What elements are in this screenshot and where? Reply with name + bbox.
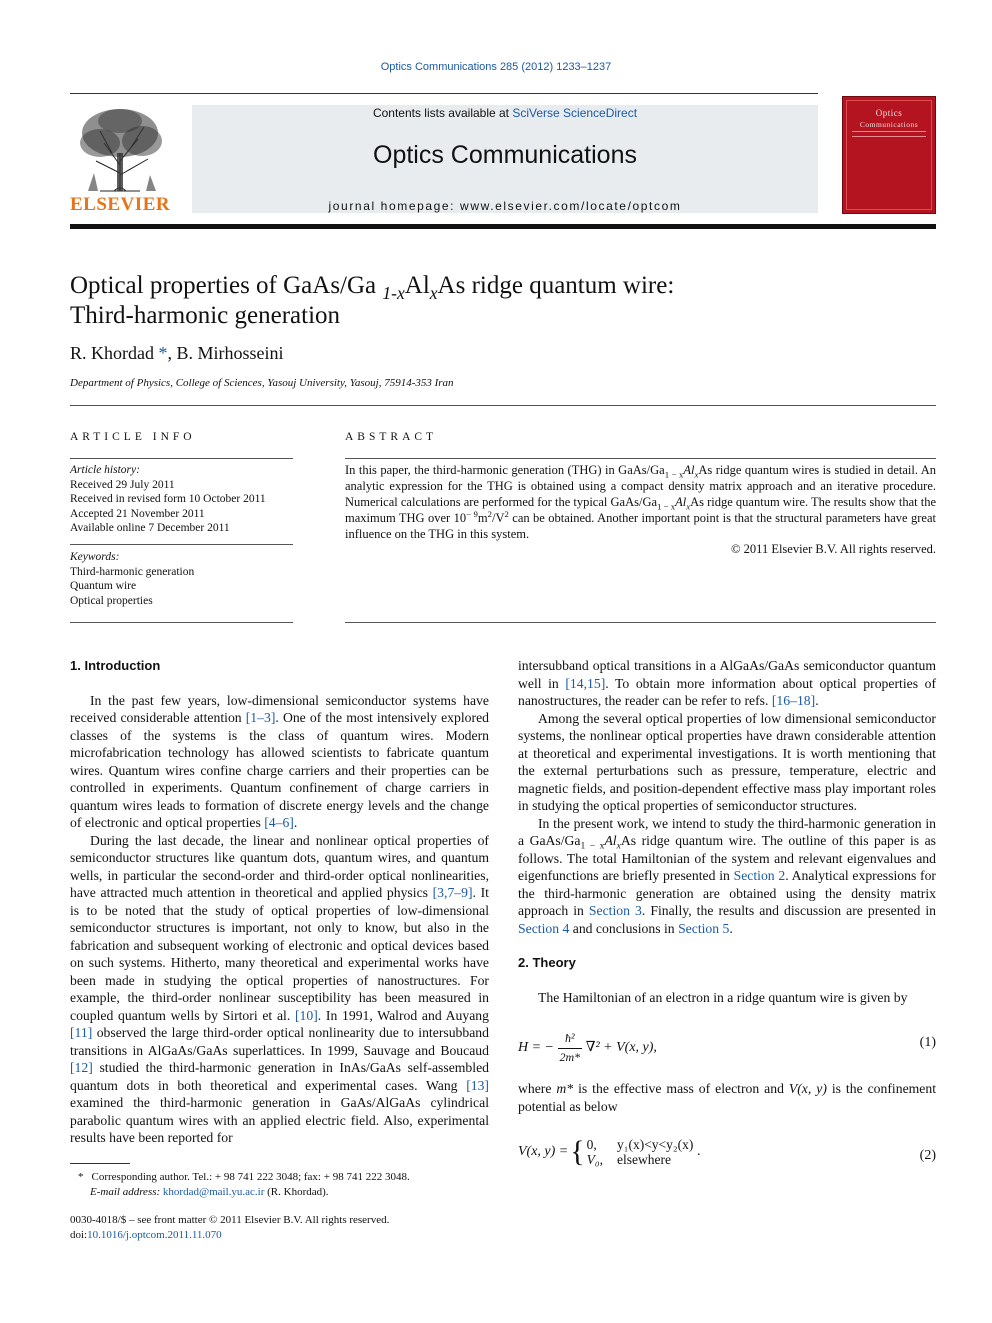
history-item: Available online 7 December 2011 — [70, 522, 230, 534]
contents-availability — [192, 106, 818, 120]
equation-2: V(x, y) = { 0, y₁(x)<y<y₂(x) V₀, elsewhere . (2) — [518, 1135, 936, 1168]
keyword-item: Quantum wire — [70, 580, 137, 592]
section-heading-theory: 2. Theory — [518, 955, 576, 970]
paragraph: In the past few years, low-dimensional semiconductor systems have received considerable attention [1–3]. One of the most intensively explored classes of the systems is the class of quantum wires. Modern microfabrication technology has allowed scientists to fabricate quantum wires. Quantum wires confine charge carriers and their properties can be controlled in experiments. Quantum confinement of charge carriers in quantum wires leads to formation of discrete energy levels and the change of electronic and optical properties [4–6]. — [70, 692, 489, 830]
divider — [70, 405, 936, 406]
abstract-copyright: © 2011 Elsevier B.V. All rights reserved. — [731, 542, 936, 556]
journal-citation[interactable]: Optics Communications 285 (2012) 1233–1237 — [380, 61, 612, 73]
paragraph: where m* is the effective mass of electron and V(x, y) is the confinement potential as below — [518, 1081, 937, 1114]
equation-fraction: $\frac{\text{ħ²}}{2m*}$ — [559, 1031, 581, 1064]
journal-homepage[interactable]: journal homepage: www.elsevier.com/locate/optcom — [328, 199, 682, 213]
citation-link[interactable]: [10] — [294, 1007, 318, 1023]
header-top-rule — [70, 93, 818, 94]
paragraph: The Hamiltonian of an electron in a ridge quantum wire is given by — [538, 989, 908, 1005]
abstract-text: In this paper, the third-harmonic generation (THG) in GaAs/$Ga_{1 - x}Al_xAs$ ridge quantum wires is studied in detail. An analytic expression for the THG is obtained using a compact density matrix approach and an iterative procedure. Numerical calculations are performed for the typical GaAs/$Ga_{1 - x}Al_xAs$ ridge quantum wire. The results show that the maximum THG over $10^{- 9}m^2/V^2$ can be obtained. Another important point is that the structural parameters have great influence on the THG in this system. — [345, 463, 937, 541]
paragraph: intersubband optical transitions in a AlGaAs/GaAs semiconductor quantum well in [14,15]. To obtain more information about optical properties of nanostructures, the reader can be refer to refs. [16–18]. — [518, 658, 936, 708]
corresponding-author-mark[interactable]: * — [158, 343, 168, 363]
affiliation: Department of Physics, College of Sciences, Yasouj University, Yasouj, 75914-353 Iran — [70, 377, 454, 389]
doi-link[interactable]: 10.1016/j.optcom.2011.11.070 — [87, 1228, 222, 1241]
citation-link[interactable]: [13] — [466, 1077, 489, 1093]
body-right-column — [518, 657, 936, 1179]
publisher-wordmark: ELSEVIER — [70, 194, 171, 215]
equation-number: (1) — [919, 1035, 936, 1050]
email-link[interactable]: khordad@mail.yu.ac.ir — [162, 1186, 265, 1198]
section-link[interactable]: Section 2 — [733, 868, 786, 883]
front-matter: 0030-4018/$ – see front matter © 2011 Elsevier B.V. All rights reserved. doi:10.1016/j.optcom.2011.11.070 — [70, 1214, 390, 1241]
section-link[interactable]: Section 5 — [678, 920, 730, 936]
article-title: Optical properties of GaAs/Ga $_{1-x}Al_xAs$ ridge quantum wire: Third-harmonic generation — [70, 272, 675, 329]
author-list: R. Khordad *, B. Mirhosseini — [70, 343, 284, 363]
divider — [70, 622, 293, 623]
footnote-rule — [70, 1163, 130, 1164]
article-info-heading: ARTICLE INFO — [70, 431, 196, 443]
paragraph: During the last decade, the linear and nonlinear optical properties of semiconductor structures like quantum dots, quantum wires, and quantum wells, in particular the second-order and third-order optical nonlinearities, have attracted much attention in theoretical and applied physics [3,7–9]. It is to be noted that the study of optical properties of low-dimensional semiconductor structures is important, not only to know, but also in the fabrication and subsequent working of electronic and optical devices based on such systems. Hitherto, many theoretical and experimental works have been made in studying the optical properties of nanostructures. For example, the third-order nonlinear susceptibility has been measured in coupled quantum wells by Sirtori et al. [10]. In 1991, Walrod and Auyang [11] observed the large third-order optical nonlinearity due to intersubband transitions in AlGaAs/GaAs superlattices. In 1999, Sauvage and Boucaud [12] studied the third-harmonic generation in InAs/GaAs self-assembled quantum dots in both theoretical and experimental cases. Wang [13] examined the third-harmonic generation in GaAs/AlGaAs cylindrical parabolic quantum wires with an applied electric field. Also, experimental results have been reported for — [70, 832, 489, 1145]
keyword-item: Third-harmonic generation — [70, 565, 195, 578]
citation-link[interactable]: [16–18] — [771, 693, 816, 708]
body-left-column — [70, 657, 489, 1147]
header-rule — [70, 224, 936, 229]
citation-link[interactable]: [3,7–9] — [432, 885, 473, 900]
journal-cover-title: Optics Communications — [859, 108, 919, 129]
footnote: * Corresponding author. Tel.: + 98 741 222 3048; fax: + 98 741 222 3048. E-mail address: khordad@mail.yu.ac.ir (R. Khordad). — [78, 1171, 410, 1198]
history-item: Received 29 July 2011 — [70, 478, 175, 491]
paragraph: Among the several optical properties of low dimensional semiconductor systems, the nonlinear optical properties have drawn considerable attention at theoretical and experimental investigations. It is worth mentioning that the external perturbations such as pressure, temperature, electric and magnetic fields, and position-dependent effective mass play important roles in studying the optical properties of semiconductor structures. — [518, 710, 936, 813]
equation-1: H = − $\frac{\text{ħ²}}{2m*}$ ∇² + V(x, y), (1) — [518, 1020, 936, 1072]
equation-number: (2) — [919, 1148, 936, 1163]
divider — [345, 622, 936, 623]
citation-link[interactable]: [12] — [70, 1060, 93, 1075]
journal-cover-subtitle-lines — [852, 131, 926, 137]
keywords-label: Keywords: — [70, 551, 120, 563]
sciencedirect-link[interactable]: SciVerse ScienceDirect — [512, 106, 638, 120]
keyword-item: Optical properties — [70, 594, 153, 607]
journal-title: Optics Communications — [373, 141, 637, 169]
equation-brace: { — [570, 1135, 585, 1168]
abstract-heading: ABSTRACT — [345, 431, 438, 443]
citation-link[interactable]: [4–6] — [264, 815, 294, 830]
section-link[interactable]: Section 3 — [588, 903, 642, 918]
divider — [70, 458, 293, 459]
history-item: Accepted 21 November 2011 — [70, 507, 205, 520]
history-label: Article history: — [70, 464, 140, 476]
section-link[interactable]: Section 4 — [518, 920, 570, 936]
article-history — [70, 463, 293, 536]
citation-link[interactable]: [1–3] — [245, 710, 276, 725]
contents-prefix: Contents lists available at — [372, 106, 513, 120]
citation-link[interactable]: [11] — [70, 1025, 93, 1040]
history-item: Received in revised form 10 October 2011 — [70, 493, 266, 505]
section-heading-introduction: 1. Introduction — [70, 658, 161, 673]
citation-link[interactable]: [14,15] — [565, 675, 606, 691]
keywords — [70, 550, 293, 608]
paragraph: In the present work, we intend to study the third-harmonic generation in a GaAs/$Ga_{1 - x}Al_xAs$ ridge quantum wire. The outline of this paper is as follows. The total Hamiltonian of the system and relevant eigenvalues and eigenfunctions are briefly presented in Section 2. Analytical expressions for the third-harmonic generation are obtained using the density matrix approach in Section 3. Finally, the results and discussion are presented in Section 4 and conclusions in Section 5. — [518, 815, 937, 936]
divider — [345, 458, 936, 459]
divider — [70, 544, 293, 545]
